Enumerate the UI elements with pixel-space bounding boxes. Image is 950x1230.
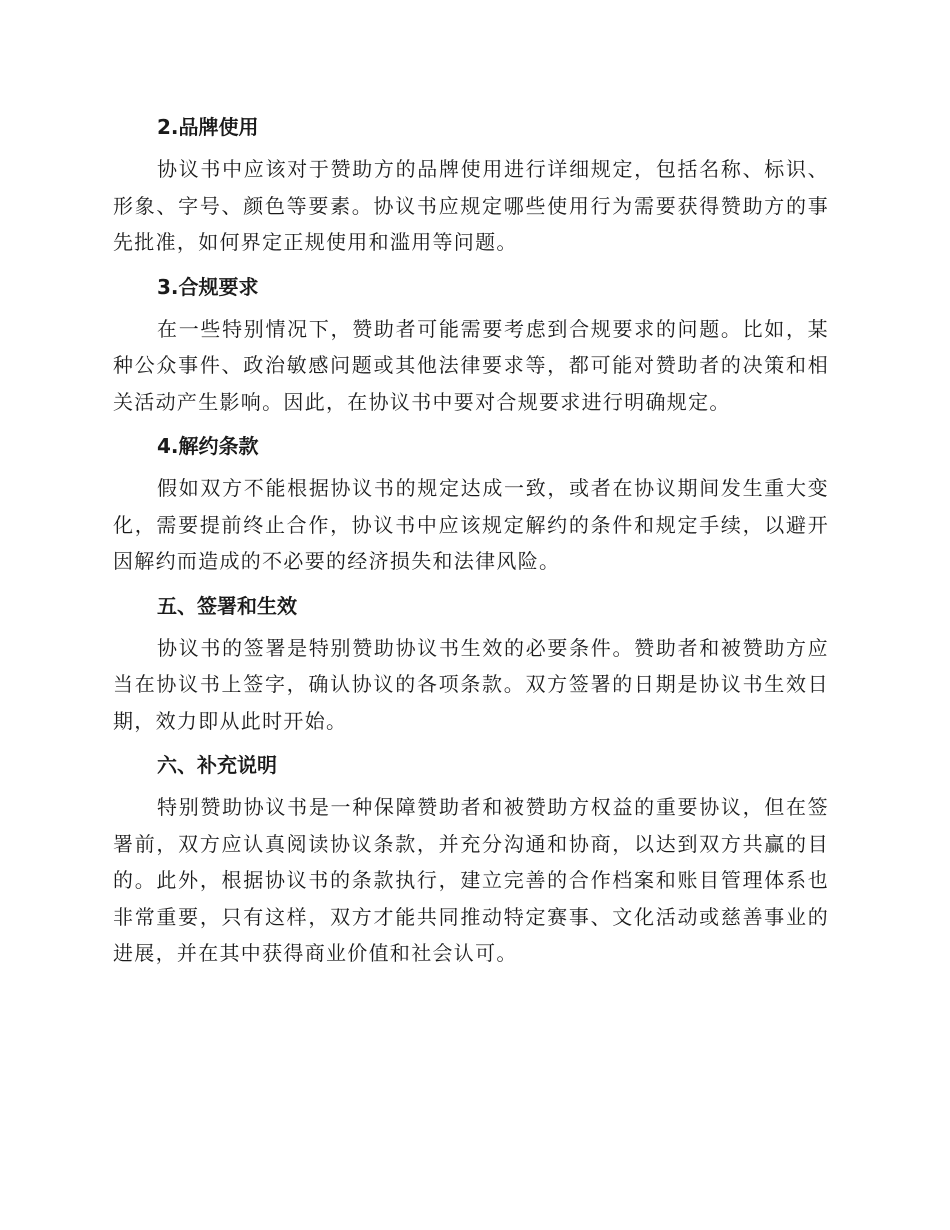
section-body-compliance: 在一些特别情况下，赞助者可能需要考虑到合规要求的问题。比如，某种公众事件、政治敏感问题或其他法律要求等，都可能对赞助者的决策和相关活动产生影响。因此，在协议书中要对合规要求进行明确规定。 <box>113 316 829 414</box>
section-heading-supplementary: 六、补充说明 <box>157 753 277 777</box>
document-page <box>113 107 829 978</box>
section-heading-signing: 五、签署和生效 <box>157 593 297 618</box>
section-body-termination: 假如双方不能根据协议书的规定达成一致，或者在协议期间发生重大变化，需要提前终止合作，协议书中应该规定解约的条件和规定手续，以避开因解约而造成的不必要的经济损失和法律风险。 <box>113 476 829 573</box>
section-body-signing: 协议书的签署是特别赞助协议书生效的必要条件。赞助者和被赞助方应当在协议书上签字，确认协议的各项条款。双方签署的日期是协议书生效日期，效力即从此时开始。 <box>113 635 829 733</box>
section-body-supplementary: 特别赞助协议书是一种保障赞助者和被赞助方权益的重要协议，但在签署前，双方应认真阅读协议条款，并充分沟通和协商，以达到双方共赢的目的。此外，根据协议书的条款执行，建立完善的合作档案和账目管理体系也非常重要，只有这样，双方才能共同推动特定赛事、文化活动或慈善事业的进展，并在其中获得商业价值和社会认可。 <box>113 795 829 965</box>
section-heading-compliance: 3.合规要求 <box>157 274 259 299</box>
section-body-brand-use: 协议书中应该对于赞助方的品牌使用进行详细规定，包括名称、标识、形象、字号、颜色等要素。协议书应规定哪些使用行为需要获得赞助方的事先批准，如何界定正规使用和滥用等问题。 <box>113 157 829 254</box>
section-heading-brand-use: 2.品牌使用 <box>157 115 259 139</box>
section-heading-termination: 4.解约条款 <box>157 434 259 458</box>
